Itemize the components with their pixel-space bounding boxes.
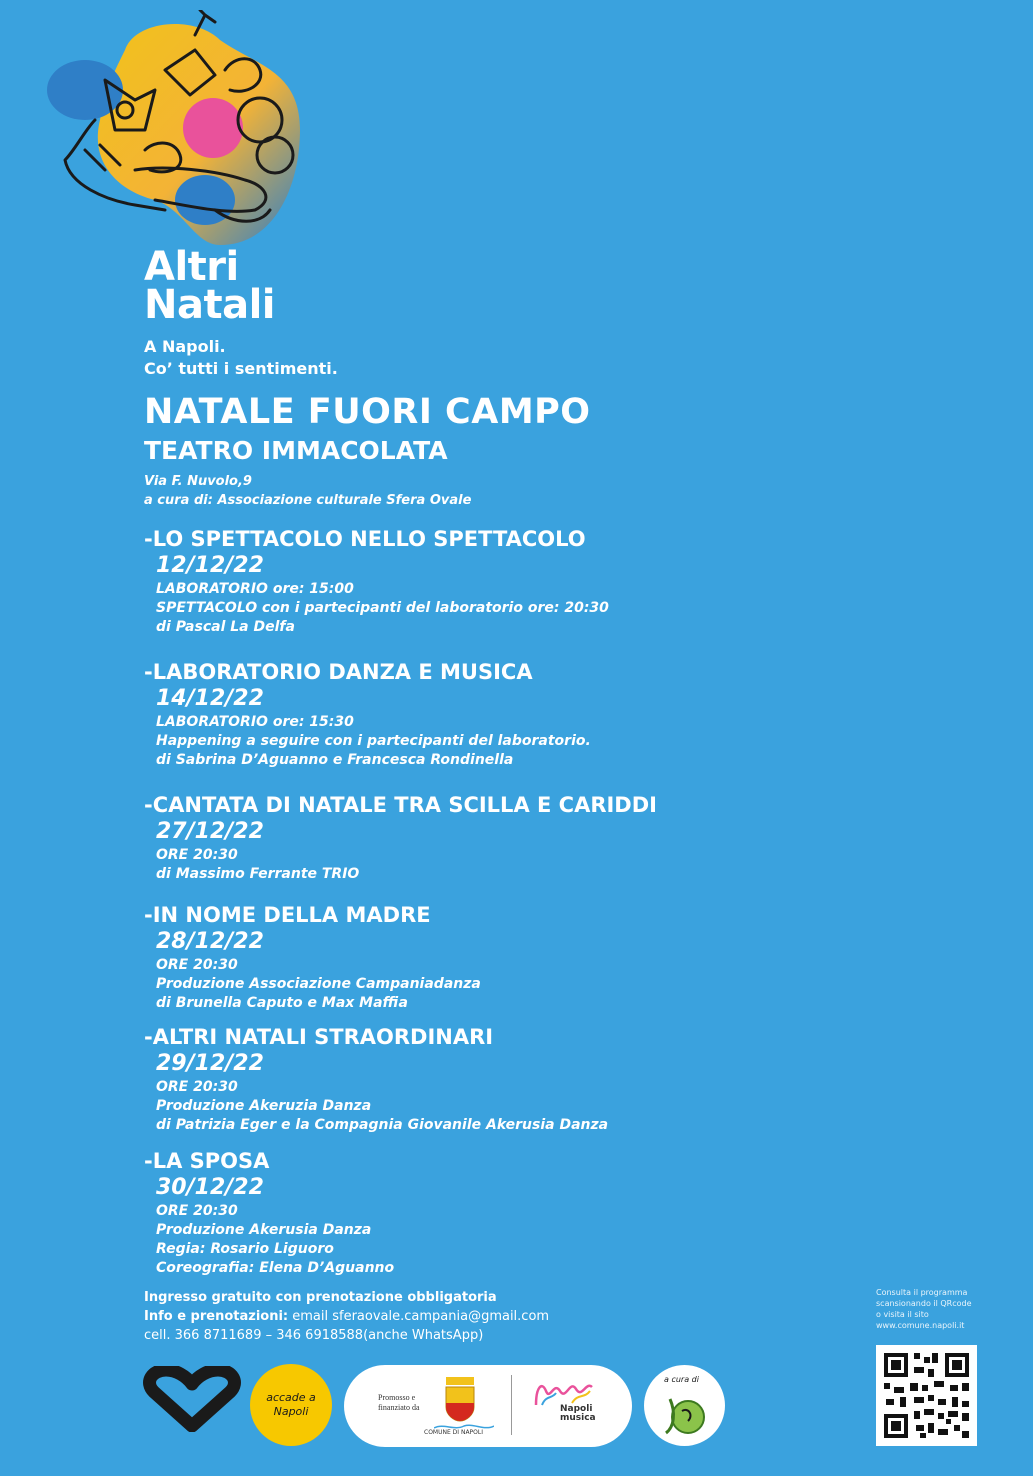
event-date: 12/12/22 (156, 553, 264, 578)
qr-instructions (876, 1287, 972, 1331)
altri-natali-illustration (45, 10, 315, 260)
event-detail: LABORATORIO ore: 15:00 (156, 581, 354, 597)
promoted-by-text (378, 1393, 420, 1413)
accade-line-1: accade a (266, 1391, 316, 1404)
heart-logo-icon (142, 1366, 242, 1432)
promosso-line-2: finanziato da (378, 1403, 420, 1412)
event-detail: SPETTACOLO con i partecipanti del laboratorio ore: 20:30 (156, 600, 609, 616)
event-item (144, 1148, 394, 1278)
event-title: -CANTATA DI NATALE TRA SCILLA E CARIDDI (144, 793, 657, 817)
event-detail: Regia: Rosario Liguoro (156, 1241, 334, 1257)
event-detail: ORE 20:30 (156, 1203, 238, 1219)
napoli-musica-text (560, 1405, 596, 1423)
event-title: -IN NOME DELLA MADRE (144, 903, 431, 927)
contact-email-line (144, 1307, 549, 1326)
event-date: 30/12/22 (156, 1175, 264, 1200)
tagline (144, 336, 338, 380)
event-title: -LABORATORIO DANZA E MUSICA (144, 660, 533, 684)
venue-name: TEATRO IMMACOLATA (144, 436, 448, 465)
info-label: Info e prenotazioni: (144, 1309, 289, 1324)
event-item (144, 526, 609, 637)
event-detail: di Patrizia Eger e la Compagnia Giovanile Akerusia Danza (156, 1117, 609, 1133)
event-title: -LO SPETTACOLO NELLO SPETTACOLO (144, 527, 586, 551)
wave-icon (434, 1423, 494, 1431)
qr-note-line: o visita il sito (876, 1310, 929, 1319)
page-title: NATALE FUORI CAMPO (144, 392, 591, 432)
event-detail: Produzione Akerusia Danza (156, 1222, 372, 1238)
event-detail: ORE 20:30 (156, 1079, 238, 1095)
event-detail: Happening a seguire con i partecipanti del laboratorio. (156, 733, 591, 749)
venue-address: Via F. Nuvolo,9 (144, 474, 252, 489)
event-detail: LABORATORIO ore: 15:30 (156, 714, 354, 730)
event-detail: ORE 20:30 (156, 957, 238, 973)
event-title: -ALTRI NATALI STRAORDINARI (144, 1025, 494, 1049)
booking-info (144, 1288, 549, 1345)
event-item (144, 659, 591, 770)
event-detail: Produzione Associazione Campaniadanza (156, 976, 481, 992)
event-date: 28/12/22 (156, 929, 264, 954)
event-detail: di Brunella Caputo e Max Maffia (156, 995, 408, 1011)
event-date: 29/12/22 (156, 1051, 264, 1076)
contact-phone: cell. 366 8711689 – 346 6918588(anche WhatsApp) (144, 1328, 484, 1343)
qr-note-url[interactable]: www.comune.napoli.it (876, 1321, 965, 1330)
event-detail: di Pascal La Delfa (156, 619, 295, 635)
contact-email[interactable]: email sferaovale.campania@gmail.com (288, 1309, 550, 1324)
accade-line-2: Napoli (273, 1405, 309, 1418)
cura-di-text: a cura di (664, 1375, 699, 1384)
comune-di-napoli-text: COMUNE DI NAPOLI (424, 1429, 484, 1436)
napoli-musica-line-2: musica (560, 1413, 596, 1423)
comune-crest-icon (440, 1375, 480, 1423)
event-item (144, 792, 657, 884)
curator-text: a cura di: Associazione culturale Sfera Ovale (144, 493, 472, 508)
accade-a-napoli-badge (250, 1364, 332, 1446)
event-detail: ORE 20:30 (156, 847, 238, 863)
sponsor-logos (344, 1365, 632, 1447)
event-date: 27/12/22 (156, 819, 264, 844)
tagline-line-1: A Napoli. (144, 337, 226, 356)
napoli-musica-line-1: Napoli (560, 1404, 593, 1414)
sponsor-divider (511, 1375, 512, 1435)
sfera-ovale-logo-icon (662, 1389, 708, 1437)
sfera-ovale-badge (644, 1365, 725, 1446)
event-title: -LA SPOSA (144, 1149, 270, 1173)
event-detail: di Massimo Ferrante TRIO (156, 866, 360, 882)
event-date: 14/12/22 (156, 686, 264, 711)
free-entry-text: Ingresso gratuito con prenotazione obbligatoria (144, 1290, 497, 1305)
promosso-line-1: Promosso e (378, 1393, 416, 1402)
brand-line-1: Altri (144, 244, 239, 290)
qr-note-line: scansionando il QRcode (876, 1299, 972, 1308)
qr-note-line: Consulta il programma (876, 1288, 968, 1297)
event-item (144, 1024, 608, 1135)
event-item (144, 902, 481, 1013)
brand-line-2: Natali (144, 282, 276, 328)
event-detail: di Sabrina D’Aguanno e Francesca Rondinella (156, 752, 514, 768)
venue-details (144, 472, 471, 510)
qr-code[interactable] (876, 1345, 977, 1446)
napoli-musica-icon (532, 1377, 598, 1407)
event-detail: Produzione Akeruzia Danza (156, 1098, 372, 1114)
tagline-line-2: Co’ tutti i sentimenti. (144, 359, 338, 378)
event-detail: Coreografia: Elena D’Aguanno (156, 1260, 395, 1276)
brand-name (144, 244, 276, 328)
